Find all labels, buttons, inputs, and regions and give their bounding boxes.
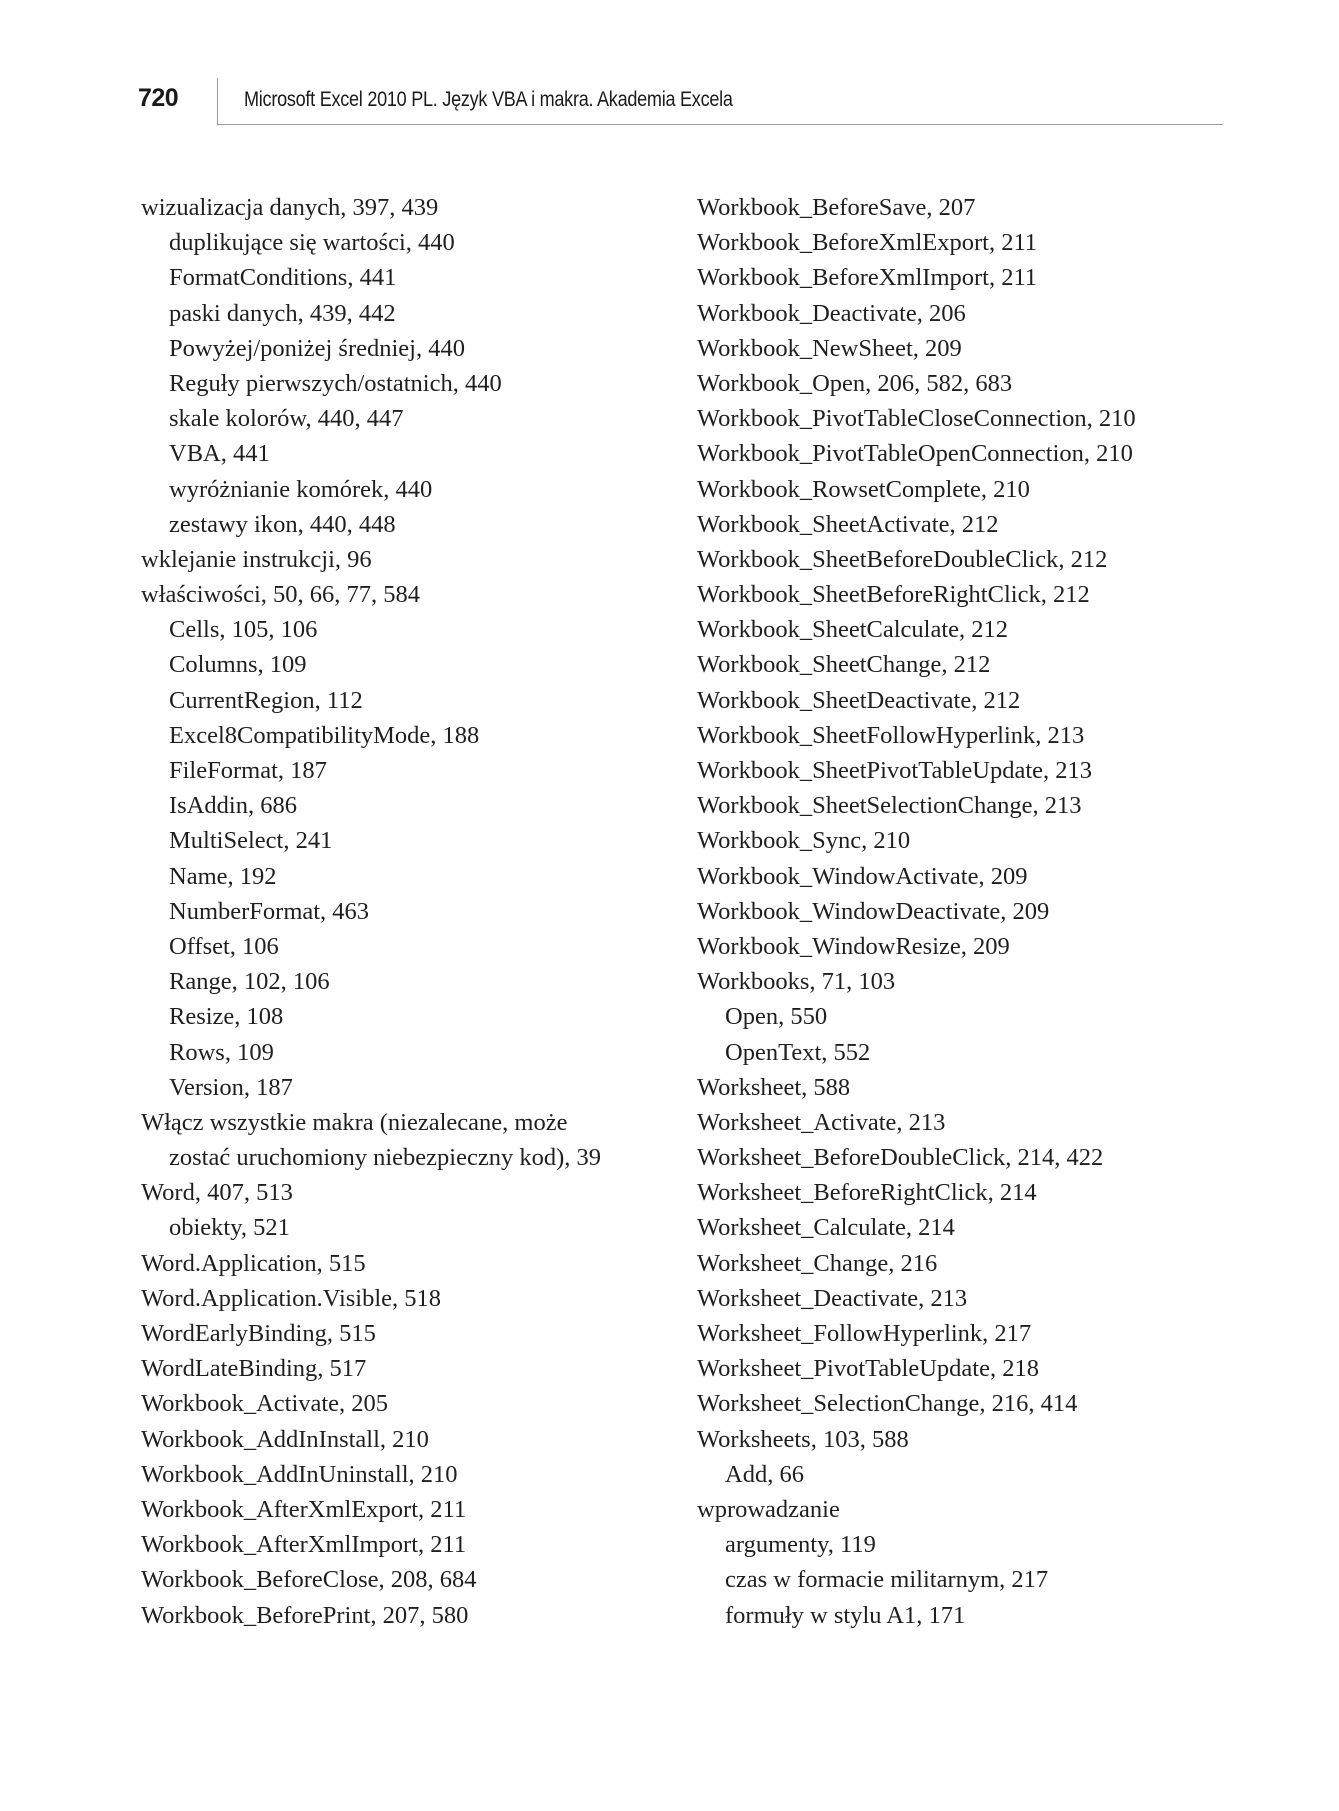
index-subentry: zestawy ikon, 440, 448	[169, 510, 396, 538]
index-entry: Worksheet_BeforeDoubleClick, 214, 422	[697, 1144, 1104, 1172]
index-entry: Workbook_WindowResize, 209	[697, 932, 1010, 960]
index-entry: Workbook_BeforeSave, 207	[697, 194, 976, 221]
index-entry: Workbook_BeforeXmlExport, 211	[697, 229, 1038, 257]
index-entry: Workbook_AfterXmlImport, 211	[141, 1531, 467, 1559]
page-number: 720	[138, 84, 179, 112]
index-subentry: zostać uruchomiony niebezpieczny kod), 39	[169, 1144, 602, 1172]
index-entry: Workbook_Sync, 210	[697, 827, 911, 855]
index-entry: WordLateBinding, 517	[141, 1355, 367, 1383]
index-column-right	[697, 190, 1136, 1633]
index-entry: Worksheet_BeforeRightClick, 214	[697, 1179, 1037, 1207]
index-entry: Workbook_WindowActivate, 209	[697, 862, 1028, 890]
index-entry: Workbook_SheetDeactivate, 212	[697, 686, 1021, 714]
page-header	[138, 78, 1223, 128]
index-subentry: MultiSelect, 241	[169, 827, 333, 855]
index-entry: Worksheet_FollowHyperlink, 217	[697, 1320, 1032, 1347]
index-subentry: VBA, 441	[169, 440, 270, 468]
index-subentry: Excel8CompatibilityMode, 188	[169, 721, 480, 749]
index-subentry: CurrentRegion, 112	[169, 686, 363, 714]
index-entry: Word, 407, 513	[141, 1179, 293, 1207]
index-entry: Workbook_SheetChange, 212	[697, 651, 991, 679]
index-entry: Workbooks, 71, 103	[697, 968, 896, 996]
index-subentry: Columns, 109	[169, 651, 307, 679]
index-subentry: paski danych, 439, 442	[169, 299, 396, 327]
index-entry: Workbook_SheetCalculate, 212	[697, 616, 1009, 644]
index-subentry: skale kolorów, 440, 447	[169, 405, 404, 433]
index-subentry: Cells, 105, 106	[169, 616, 318, 644]
index-subentry: Resize, 108	[169, 1003, 284, 1031]
index-subentry: Name, 192	[169, 862, 277, 890]
header-rule	[217, 124, 1223, 125]
index-entry: Workbook_WindowDeactivate, 209	[697, 897, 1050, 925]
index-entry: Workbook_BeforePrint, 207, 580	[141, 1601, 469, 1629]
index-entry: Workbook_Activate, 205	[141, 1390, 389, 1418]
index-subentry: Add, 66	[725, 1460, 804, 1488]
index-entry: Worksheet_Deactivate, 213	[697, 1284, 968, 1312]
index-subentry: NumberFormat, 463	[169, 897, 370, 925]
index-entry: właściwości, 50, 66, 77, 584	[141, 581, 420, 609]
index-entry: Workbook_PivotTableCloseConnection, 210	[697, 405, 1136, 433]
index-entry: WordEarlyBinding, 515	[141, 1320, 376, 1347]
index-subentry: Offset, 106	[169, 932, 279, 960]
index-entry: Worksheet_SelectionChange, 216, 414	[697, 1390, 1078, 1418]
index-entry: Workbook_RowsetComplete, 210	[697, 475, 1030, 503]
index-entry: Workbook_NewSheet, 209	[697, 334, 962, 362]
index-entry: Worksheet_Calculate, 214	[697, 1214, 955, 1242]
index-subentry: OpenText, 552	[725, 1038, 871, 1066]
index-entry: Workbook_Deactivate, 206	[697, 299, 966, 327]
index-subentry: wyróżnianie komórek, 440	[169, 475, 433, 503]
index-subentry: FormatConditions, 441	[169, 264, 397, 292]
index-entry: Worksheet, 588	[697, 1073, 851, 1101]
index-subentry: Reguły pierwszych/ostatnich, 440	[169, 369, 502, 397]
index-entry: Workbook_AddInInstall, 210	[141, 1425, 429, 1453]
index-entry: wizualizacja danych, 397, 439	[141, 194, 439, 221]
index-subentry: Range, 102, 106	[169, 968, 330, 996]
index-entry: Workbook_SheetActivate, 212	[697, 510, 999, 538]
index-subentry: duplikujące się wartości, 440	[169, 229, 455, 257]
index-entry: Worksheets, 103, 588	[697, 1425, 909, 1453]
index-entry: wklejanie instrukcji, 96	[141, 545, 372, 573]
index-entry: Workbook_SheetPivotTableUpdate, 213	[697, 757, 1093, 784]
index-subentry: Powyżej/poniżej średniej, 440	[169, 334, 465, 362]
index-subentry: czas w formacie militarnym, 217	[725, 1566, 1049, 1594]
index-entry: Word.Application.Visible, 518	[141, 1284, 442, 1312]
index-entry: Workbook_BeforeXmlImport, 211	[697, 264, 1038, 292]
index-subentry: FileFormat, 187	[169, 757, 327, 784]
index-subentry: Rows, 109	[169, 1038, 274, 1066]
index-entry: Workbook_SheetBeforeDoubleClick, 212	[697, 545, 1108, 573]
index-entry: Workbook_SheetFollowHyperlink, 213	[697, 721, 1085, 749]
running-title: Microsoft Excel 2010 PL. Język VBA i makra. Akademia Excela	[244, 88, 733, 111]
index-subentry: IsAddin, 686	[169, 792, 297, 820]
index-entry: Workbook_AddInUninstall, 210	[141, 1460, 458, 1488]
index-entry: Włącz wszystkie makra (niezalecane, może	[141, 1108, 568, 1136]
index-entry: wprowadzanie	[697, 1495, 840, 1523]
index-entry: Word.Application, 515	[141, 1249, 366, 1277]
index-subentry: obiekty, 521	[169, 1214, 290, 1242]
index-subentry: argumenty, 119	[725, 1531, 876, 1559]
index-entry: Workbook_BeforeClose, 208, 684	[141, 1566, 477, 1594]
index-entry: Workbook_PivotTableOpenConnection, 210	[697, 440, 1133, 468]
index-subentry: formuły w stylu A1, 171	[725, 1601, 966, 1629]
index-column-left	[141, 190, 601, 1633]
index-entry: Workbook_AfterXmlExport, 211	[141, 1495, 467, 1523]
index-entry: Worksheet_Change, 216	[697, 1249, 938, 1277]
index-entry: Workbook_SheetBeforeRightClick, 212	[697, 581, 1090, 609]
index-subentry: Open, 550	[725, 1003, 828, 1031]
index-subentry: Version, 187	[169, 1073, 293, 1101]
index-entry: Worksheet_PivotTableUpdate, 218	[697, 1355, 1039, 1383]
header-divider	[217, 78, 218, 124]
index-entry: Workbook_Open, 206, 582, 683	[697, 369, 1013, 397]
index-entry: Workbook_SheetSelectionChange, 213	[697, 792, 1082, 820]
index-entry: Worksheet_Activate, 213	[697, 1108, 946, 1136]
